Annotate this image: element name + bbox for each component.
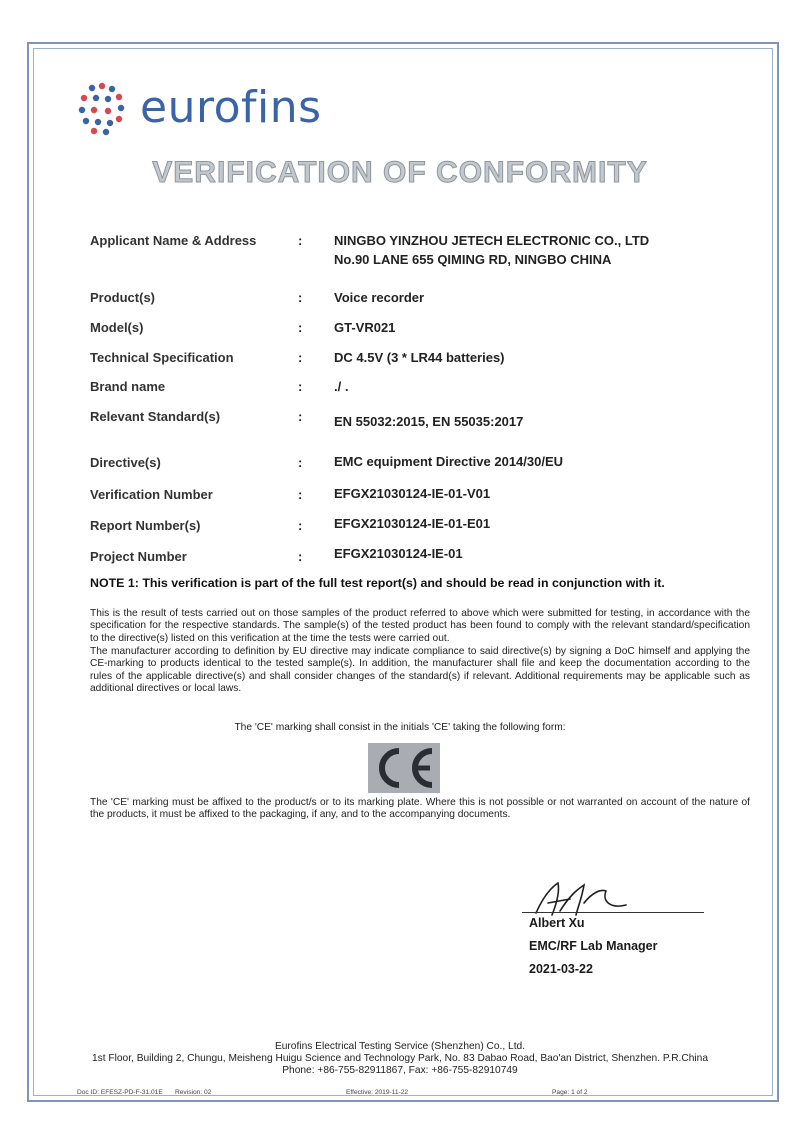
field-report-numbers bbox=[0, 518, 800, 540]
page-number: Page: 1 of 2 bbox=[552, 1089, 588, 1096]
field-colon: : bbox=[298, 487, 303, 502]
field-colon: : bbox=[298, 379, 303, 394]
field-colon: : bbox=[298, 350, 303, 365]
field-value: EN 55032:2015, EN 55035:2017 bbox=[334, 414, 524, 429]
field-label: Product(s) bbox=[90, 290, 155, 305]
field-label: Model(s) bbox=[90, 320, 144, 335]
field-label: Report Number(s) bbox=[90, 518, 201, 533]
eurofins-dots-icon bbox=[78, 80, 134, 136]
note-1: NOTE 1: This verification is part of the full test report(s) and should be read in conjunction with it. bbox=[90, 576, 665, 590]
field-colon: : bbox=[298, 549, 303, 564]
doc-revision: Revision: 02 bbox=[175, 1089, 212, 1096]
field-relevant-standards bbox=[0, 409, 800, 431]
field-label: Relevant Standard(s) bbox=[90, 409, 221, 424]
field-label: Applicant Name & Address bbox=[90, 233, 257, 248]
field-label: Verification Number bbox=[90, 487, 213, 502]
field-value: GT-VR021 bbox=[334, 320, 396, 335]
ce-affix-paragraph: The 'CE' marking must be affixed to the product/s or to its marking plate. Where this is not possible or not warranted on account of the nature of the products, it must be affixed to the packaging, if any, and to the accompanying documents. bbox=[90, 797, 750, 821]
field-colon: : bbox=[298, 320, 303, 335]
field-value: DC 4.5V (3 * LR44 batteries) bbox=[334, 350, 505, 365]
field-products bbox=[0, 290, 800, 312]
field-value: EFGX21030124-IE-01-E01 bbox=[334, 516, 491, 531]
signatory-name: Albert Xu bbox=[529, 916, 585, 930]
field-label: Brand name bbox=[90, 379, 166, 394]
eurofins-wordmark: eurofins bbox=[140, 82, 322, 133]
field-verification-number bbox=[0, 487, 800, 509]
footer-address: 1st Floor, Building 2, Chungu, Meisheng Huigu Science and Technology Park, No. 83 Dabao Road, Bao'an District, Shenzhen. P.R.China bbox=[91, 1053, 709, 1064]
signature-date: 2021-03-22 bbox=[529, 962, 593, 976]
field-colon: : bbox=[298, 455, 303, 470]
signatory-title: EMC/RF Lab Manager bbox=[529, 939, 658, 953]
field-brand-name bbox=[0, 379, 800, 401]
page-border-inner bbox=[33, 48, 773, 1096]
field-project-number bbox=[0, 546, 800, 571]
doc-id: Doc ID: EFESZ-PD-F-31.01E bbox=[77, 1089, 163, 1096]
field-technical-specification bbox=[0, 350, 800, 372]
field-value: NINGBO YINZHOU JETECH ELECTRONIC CO., LTD bbox=[334, 233, 650, 248]
field-value: ./ . bbox=[334, 379, 349, 394]
eurofins-logo bbox=[78, 80, 338, 136]
footer-contact: Phone: +86-755-82911867, Fax: +86-755-82910749 bbox=[282, 1065, 518, 1076]
applicant-address: No.90 LANE 655 QIMING RD, NINGBO CHINA bbox=[334, 252, 612, 267]
field-directives bbox=[0, 455, 800, 477]
field-value: EMC equipment Directive 2014/30/EU bbox=[334, 454, 564, 469]
field-label: Project Number bbox=[90, 549, 187, 564]
signature-line bbox=[522, 912, 704, 913]
doc-effective-date: Effective: 2019-11-22 bbox=[346, 1089, 409, 1096]
field-value: Voice recorder bbox=[334, 290, 425, 305]
document-title: VERIFICATION OF CONFORMITY bbox=[152, 156, 648, 189]
field-value: EFGX21030124-IE-01 bbox=[334, 546, 463, 561]
field-label: Directive(s) bbox=[90, 455, 161, 470]
field-models bbox=[0, 320, 800, 342]
manufacturer-paragraph: The manufacturer according to definition by EU directive may indicate compliance to said directive(s) by signing a DoC himself and applying the CE-marking to products identical to the tested sample(s). In addition, the manufacturer shall file and keep the documentation according to the rules of the applicable directive(s) and shall consider changes of the standard(s) if relevant. Additional requirements may be applicable such as additional directives or local laws. bbox=[90, 646, 750, 695]
footer-company: Eurofins Electrical Testing Service (Shenzhen) Co., Ltd. bbox=[274, 1041, 526, 1052]
test-result-paragraph: This is the result of tests carried out on those samples of the product referred to above which were submitted for testing, in accordance with the specification for the respective standards. The sample(s) of the tested product has been found to comply with the relevant standard/specification to the directive(s) listed on this verification at the time the tests were carried out. bbox=[90, 608, 750, 644]
field-colon: : bbox=[298, 409, 303, 424]
field-label: Technical Specification bbox=[90, 350, 234, 365]
field-colon: : bbox=[298, 233, 303, 248]
ce-caption: The 'CE' marking shall consist in the initials 'CE' taking the following form: bbox=[234, 722, 566, 733]
ce-mark-icon bbox=[368, 743, 440, 793]
field-colon: : bbox=[298, 518, 303, 533]
field-colon: : bbox=[298, 290, 303, 305]
field-value: EFGX21030124-IE-01-V01 bbox=[334, 486, 491, 501]
